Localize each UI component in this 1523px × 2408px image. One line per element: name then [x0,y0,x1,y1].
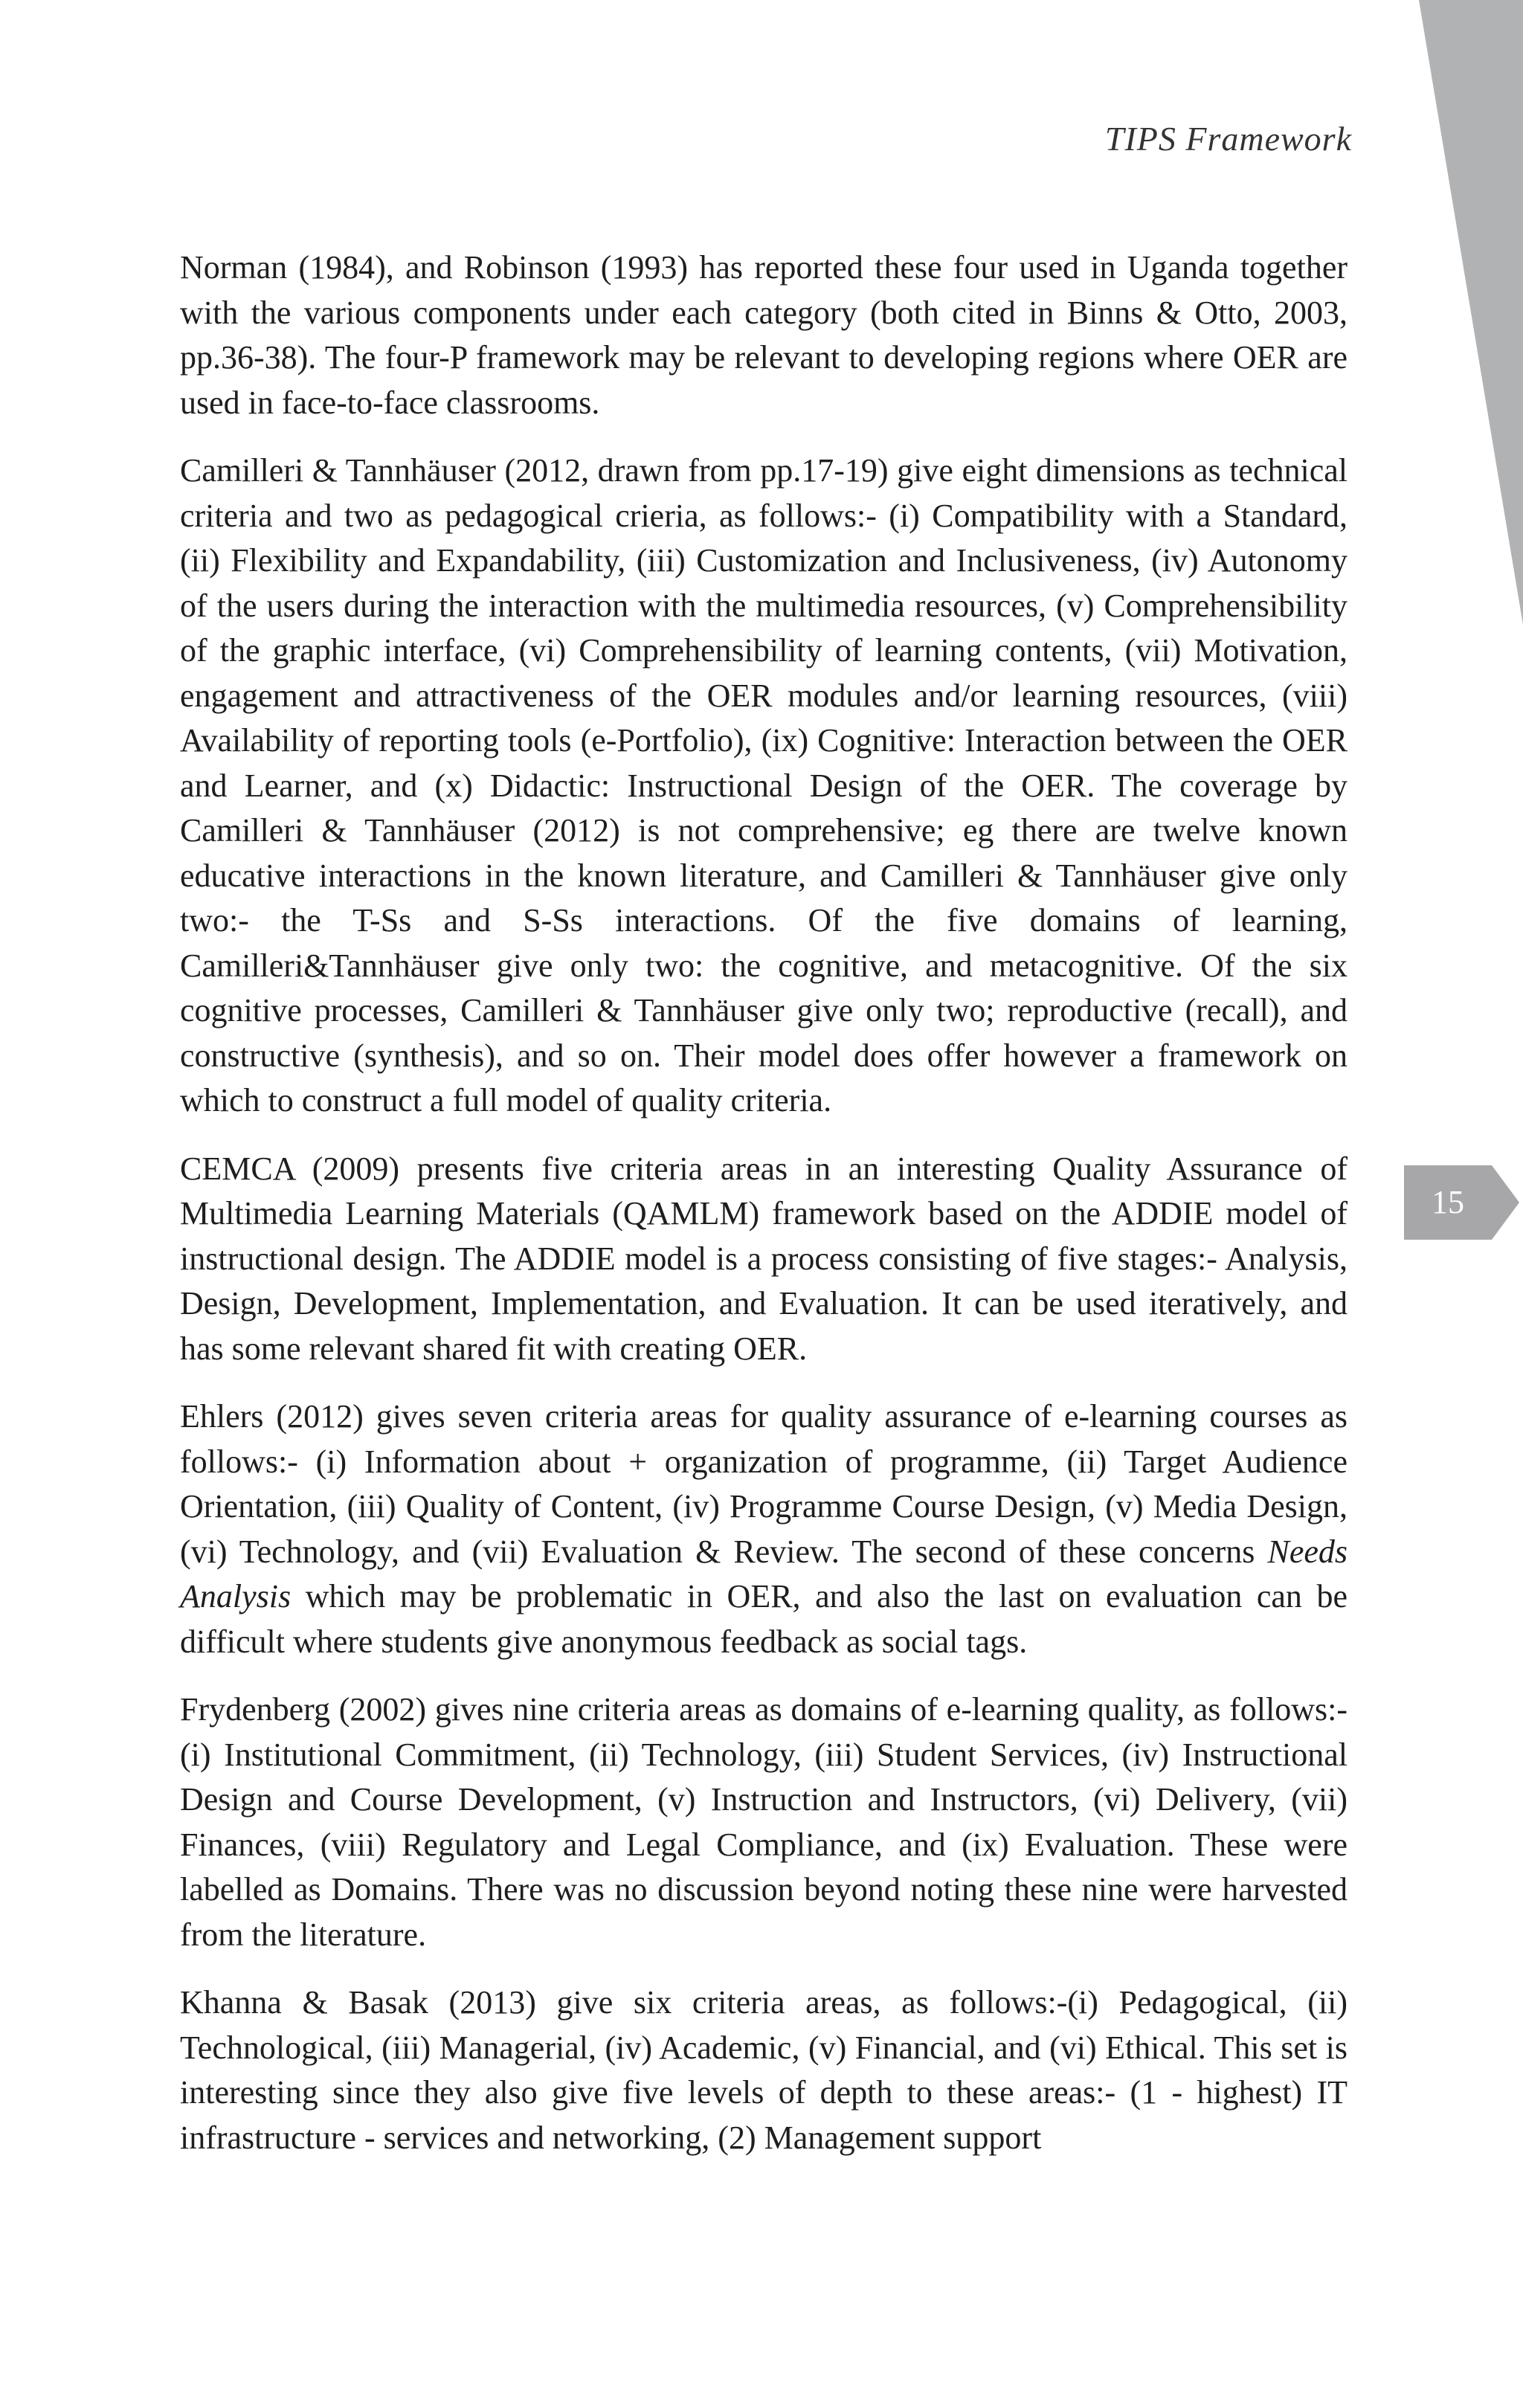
needs-analysis-emphasis: Needs Analysis [180,1533,1347,1615]
running-header: TIPS Framework [1104,120,1352,158]
paragraph-5: Frydenberg (2002) gives nine criteria areas as domains of e-learning quality, as follows:- (i) Institutional Commitment, (ii) Technology, (iii) Student Services, (iv) Instructional Design and Course Development, (v) Instruction and Instructors, (vi) Delivery, (vii) Finances, (viii) Regulatory and Legal Compliance, and (ix) Evaluation. These were labelled as Domains. There was no discussion beyond noting these nine were harvested from the literature. [180,1691,1347,1953]
paragraph-2: Camilleri & Tannhäuser (2012, drawn from pp.17-19) give eight dimensions as technical criteria and two as pedagogical crieria, as follows:- (i) Compatibility with a Standard, (ii) Flexibility and Expandability, (iii) Customization and Inclusiveness, (iv) Autonomy of the users during the interaction with the multimedia resources, (v) Comprehensibility of the graphic interface, (vi) Comprehensibility of learning contents, (vii) Motivation, engagement and attractiveness of the OER modules and/or learning resources, (viii) Availability of reporting tools (e-Portfolio), (ix) Cognitive: Interaction between the OER and Learner, and (x) Didactic: Instructional Design of the OER. The coverage by Camilleri & Tannhäuser (2012) is not comprehensive; eg there are twelve known educative interactions in the known literature, and Camilleri & Tannhäuser give only two:- the T-Ss and S-Ss interactions. Of the five domains of learning, Camilleri&Tannhäuser give only two: the cognitive, and metacognitive. Of the six cognitive processes, Camilleri & Tannhäuser give only two; reproductive (recall), and constructive (synthesis), and so on. Their model does offer however a framework on which to construct a full model of quality criteria. [180,452,1347,1118]
paragraph-4 [180,1394,1347,1664]
page-number: 15 [1432,1184,1464,1220]
paragraph-4-text-before: Ehlers (2012) gives seven criteria areas for quality assurance of e-learning courses as follows:- (i) Information about + organization of programme, (ii) Target Audience Orientation, (iii) Quality of Content, (iv) Programme Course Design, (v) Media Design, (vi) Technology, and (vii) Evaluation & Review. The second of these concerns [180,1398,1347,1570]
paragraph-1: Norman (1984), and Robinson (1993) has reported these four used in Uganda together with the various components under each category (both cited in Binns & Otto, 2003, pp.36-38). The four-P framework may be relevant to developing regions where OER are used in face-to-face classrooms. [180,249,1347,421]
paragraph-4-text-after: which may be problematic in OER, and also the last on evaluation can be difficult where students give anonymous feedback as social tags. [180,1578,1347,1660]
paragraph-6: Khanna & Basak (2013) give six criteria areas, as follows:-(i) Pedagogical, (ii) Technological, (iii) Managerial, (iv) Academic, (v) Financial, and (vi) Ethical. This set is interesting since they also give five levels of depth to these areas:- (1 - highest) IT infrastructure - services and networking, (2) Management support [180,1984,1347,2156]
edge-wedge [1419,0,1523,625]
body-text [180,245,1347,2183]
paragraph-3: CEMCA (2009) presents five criteria areas in an interesting Quality Assurance of Multimedia Learning Materials (QAMLM) framework based on the ADDIE model of instructional design. The ADDIE model is a process consisting of five stages:- Analysis, Design, Development, Implementation, and Evaluation. It can be used iteratively, and has some relevant shared fit with creating OER. [180,1150,1347,1367]
